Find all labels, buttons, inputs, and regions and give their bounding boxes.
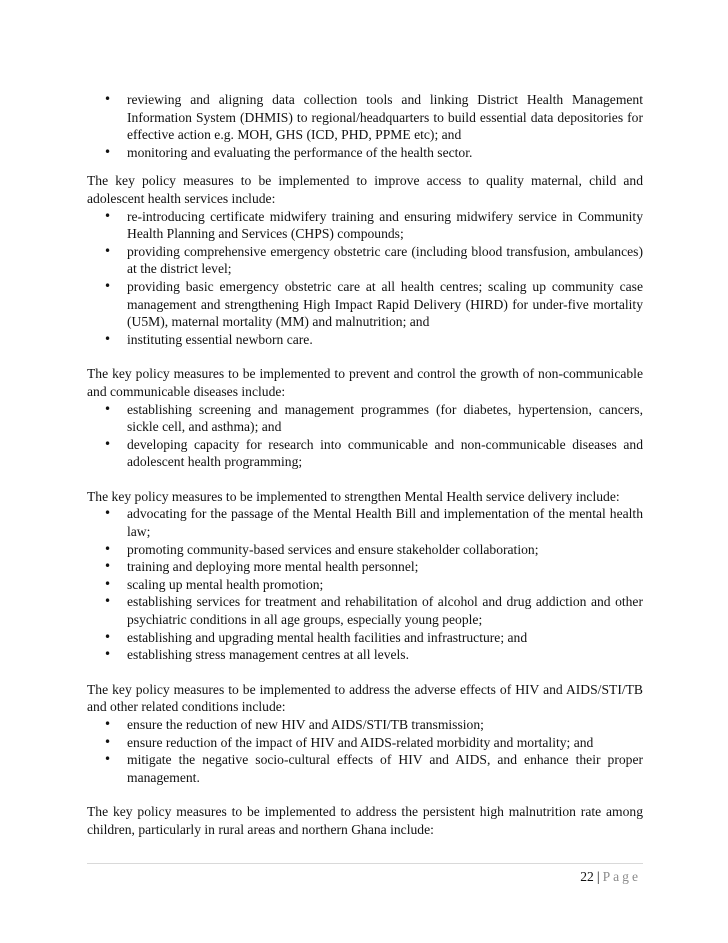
bullet-icon: • bbox=[104, 734, 112, 749]
bullet-icon: • bbox=[104, 559, 112, 574]
list-item bbox=[87, 646, 643, 664]
list-item bbox=[87, 208, 643, 243]
bullet-list-maternal-health bbox=[87, 208, 643, 349]
bullet-icon: • bbox=[104, 208, 112, 223]
list-item-text: providing comprehensive emergency obstetric care (including blood transfusion, ambulances) at the district level; bbox=[127, 243, 643, 277]
bullet-icon: • bbox=[104, 594, 112, 609]
bullet-list-hiv-aids bbox=[87, 716, 643, 786]
bullet-icon: • bbox=[104, 629, 112, 644]
list-item bbox=[87, 144, 643, 162]
bullet-icon: • bbox=[104, 541, 112, 556]
list-item-text: monitoring and evaluating the performance of the health sector. bbox=[127, 144, 473, 160]
intro-bullet-list bbox=[87, 91, 643, 161]
list-item bbox=[87, 331, 643, 349]
list-item-text: establishing screening and management programmes (for diabetes, hypertension, cancers, sickle cell, and asthma); and bbox=[127, 401, 643, 435]
list-item-text: reviewing and aligning data collection tools and linking District Health Management Information System (DHMIS) to regional/headquarters to build essential data depositories for effective action e.g. MOH, GHS (ICD, PHD, PPME etc); and bbox=[127, 92, 643, 143]
list-item-text: providing basic emergency obstetric care at all health centres; scaling up community case management and strengthening High Impact Rapid Delivery (HIRD) for under-five mortality (U5M), maternal mortality (MM) and malnutrition; and bbox=[127, 278, 643, 330]
list-item-text: promoting community-based services and ensure stakeholder collaboration; bbox=[127, 541, 539, 557]
list-item bbox=[87, 751, 643, 786]
section-intro-maternal-health: The key policy measures to be implemented to improve access to quality maternal, child and adolescent health services include: bbox=[87, 173, 643, 206]
list-item bbox=[87, 716, 643, 734]
list-item bbox=[87, 243, 643, 278]
list-item bbox=[87, 91, 643, 144]
section-intro-mental-health: The key policy measures to be implemented to strengthen Mental Health service delivery include: bbox=[87, 488, 620, 504]
list-item-text: establishing stress management centres at all levels. bbox=[127, 647, 409, 663]
list-item bbox=[87, 734, 643, 752]
bullet-list-mental-health bbox=[87, 505, 643, 663]
list-item-text: instituting essential newborn care. bbox=[127, 331, 313, 347]
list-item bbox=[87, 541, 643, 559]
bullet-icon: • bbox=[104, 436, 112, 451]
list-item bbox=[87, 593, 643, 628]
section-intro-malnutrition: The key policy measures to be implemented to address the persistent high malnutrition rate among children, particularly in rural areas and northern Ghana include: bbox=[87, 804, 643, 837]
footer-divider bbox=[87, 863, 643, 864]
bullet-icon: • bbox=[104, 647, 112, 662]
list-item-text: mitigate the negative socio-cultural effects of HIV and AIDS, and enhance their proper management. bbox=[127, 752, 643, 785]
page-body bbox=[87, 91, 643, 839]
bullet-icon: • bbox=[104, 278, 112, 293]
bullet-icon: • bbox=[104, 243, 112, 258]
section-intro-hiv-aids: The key policy measures to be implemented to address the adverse effects of HIV and AIDS/STI/TB and other related conditions include: bbox=[87, 681, 643, 715]
list-item-text: scaling up mental health promotion; bbox=[127, 576, 324, 592]
list-item bbox=[87, 436, 643, 471]
list-item bbox=[87, 629, 643, 647]
list-item-text: re-introducing certificate midwifery training and ensuring midwifery service in Community Health Planning and Services (CHPS) compounds; bbox=[127, 208, 643, 242]
list-item bbox=[87, 278, 643, 331]
list-item-text: advocating for the passage of the Mental Health Bill and implementation of the mental health law; bbox=[127, 506, 643, 540]
list-item-text: ensure the reduction of new HIV and AIDS/STI/TB transmission; bbox=[127, 717, 484, 732]
list-item bbox=[87, 505, 643, 540]
footer-separator: | bbox=[596, 869, 600, 884]
bullet-icon: • bbox=[104, 506, 112, 521]
bullet-list-diseases bbox=[87, 401, 643, 471]
page-footer bbox=[87, 868, 641, 885]
page-number: 22 bbox=[580, 869, 594, 884]
list-item-text: establishing and upgrading mental health facilities and infrastructure; and bbox=[127, 629, 528, 645]
bullet-icon: • bbox=[104, 401, 112, 416]
list-item-text: ensure reduction of the impact of HIV and AIDS-related morbidity and mortality; and bbox=[127, 734, 594, 750]
list-item-text: developing capacity for research into communicable and non-communicable diseases and adolescent health programming; bbox=[127, 436, 643, 470]
bullet-icon: • bbox=[104, 92, 112, 106]
bullet-icon: • bbox=[104, 752, 112, 767]
bullet-icon: • bbox=[104, 144, 112, 159]
list-item bbox=[87, 401, 643, 436]
list-item-text: establishing services for treatment and rehabilitation of alcohol and drug addiction and other psychiatric conditions in all age groups, especially young people; bbox=[127, 594, 643, 628]
list-item-text: training and deploying more mental health personnel; bbox=[127, 559, 419, 575]
bullet-icon: • bbox=[104, 331, 112, 346]
section-intro-diseases: The key policy measures to be implemented to prevent and control the growth of non-communicable and communicable diseases include: bbox=[87, 366, 643, 399]
list-item bbox=[87, 558, 643, 576]
list-item bbox=[87, 576, 643, 594]
page-label: Page bbox=[602, 869, 641, 884]
bullet-icon: • bbox=[104, 717, 112, 731]
bullet-icon: • bbox=[104, 576, 112, 591]
